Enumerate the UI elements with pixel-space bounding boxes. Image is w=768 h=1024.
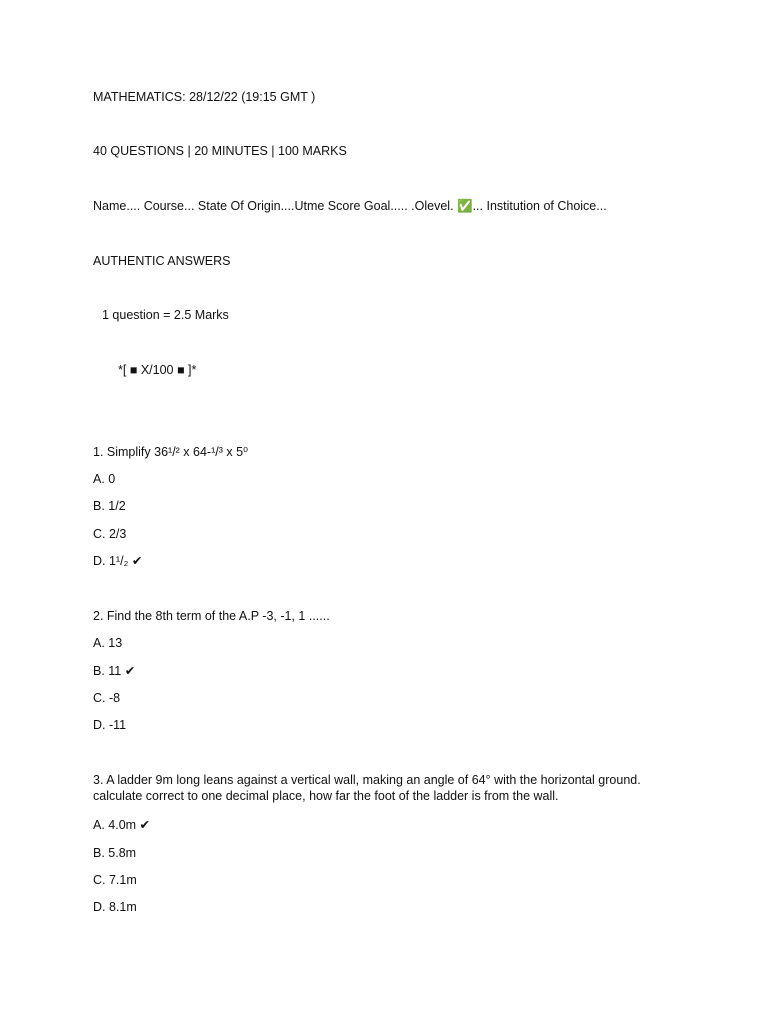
question-3-prompt: 3. A ladder 9m long leans against a vertical wall, making an angle of 64° with the horizontal ground. calculate correct to one decimal place, how far the foot of the ladder is from the wall. xyxy=(93,773,641,803)
question-3-option-d: D. 8.1m xyxy=(93,900,137,914)
question-2-option-c: C. -8 xyxy=(93,691,121,705)
candidate-fields: Name.... Course... State Of Origin....Utme Score Goal..... .Olevel. ✅... Institution of Choice... xyxy=(93,199,607,213)
answers-heading: AUTHENTIC ANSWERS xyxy=(93,254,231,268)
exam-summary: 40 QUESTIONS | 20 MINUTES | 100 MARKS xyxy=(93,144,347,158)
question-3-option-a: A. 4.0m ✔ xyxy=(93,818,151,832)
question-1-option-a: A. 0 xyxy=(93,472,116,486)
question-3-option-b: B. 5.8m xyxy=(93,846,137,860)
marks-note: 1 question = 2.5 Marks xyxy=(102,308,229,322)
score-template: *[ ■ X/100 ■ ]* xyxy=(118,363,197,377)
exam-title: MATHEMATICS: 28/12/22 (19:15 GMT ) xyxy=(93,90,316,104)
question-1-option-b: B. 1/2 xyxy=(93,499,126,513)
question-1-option-c: C. 2/3 xyxy=(93,527,127,541)
question-2-option-a: A. 13 xyxy=(93,636,123,650)
question-1-option-d: D. 1¹/₂ ✔ xyxy=(93,554,143,568)
question-3-option-c: C. 7.1m xyxy=(93,873,137,887)
question-2-option-b: B. 11 ✔ xyxy=(93,664,136,678)
question-2-option-d: D. -11 xyxy=(93,718,127,732)
question-1-prompt: 1. Simplify 36¹/² x 64-¹/³ x 5⁰ xyxy=(93,445,249,459)
question-2-prompt: 2. Find the 8th term of the A.P -3, -1, 1 ...... xyxy=(93,609,330,623)
